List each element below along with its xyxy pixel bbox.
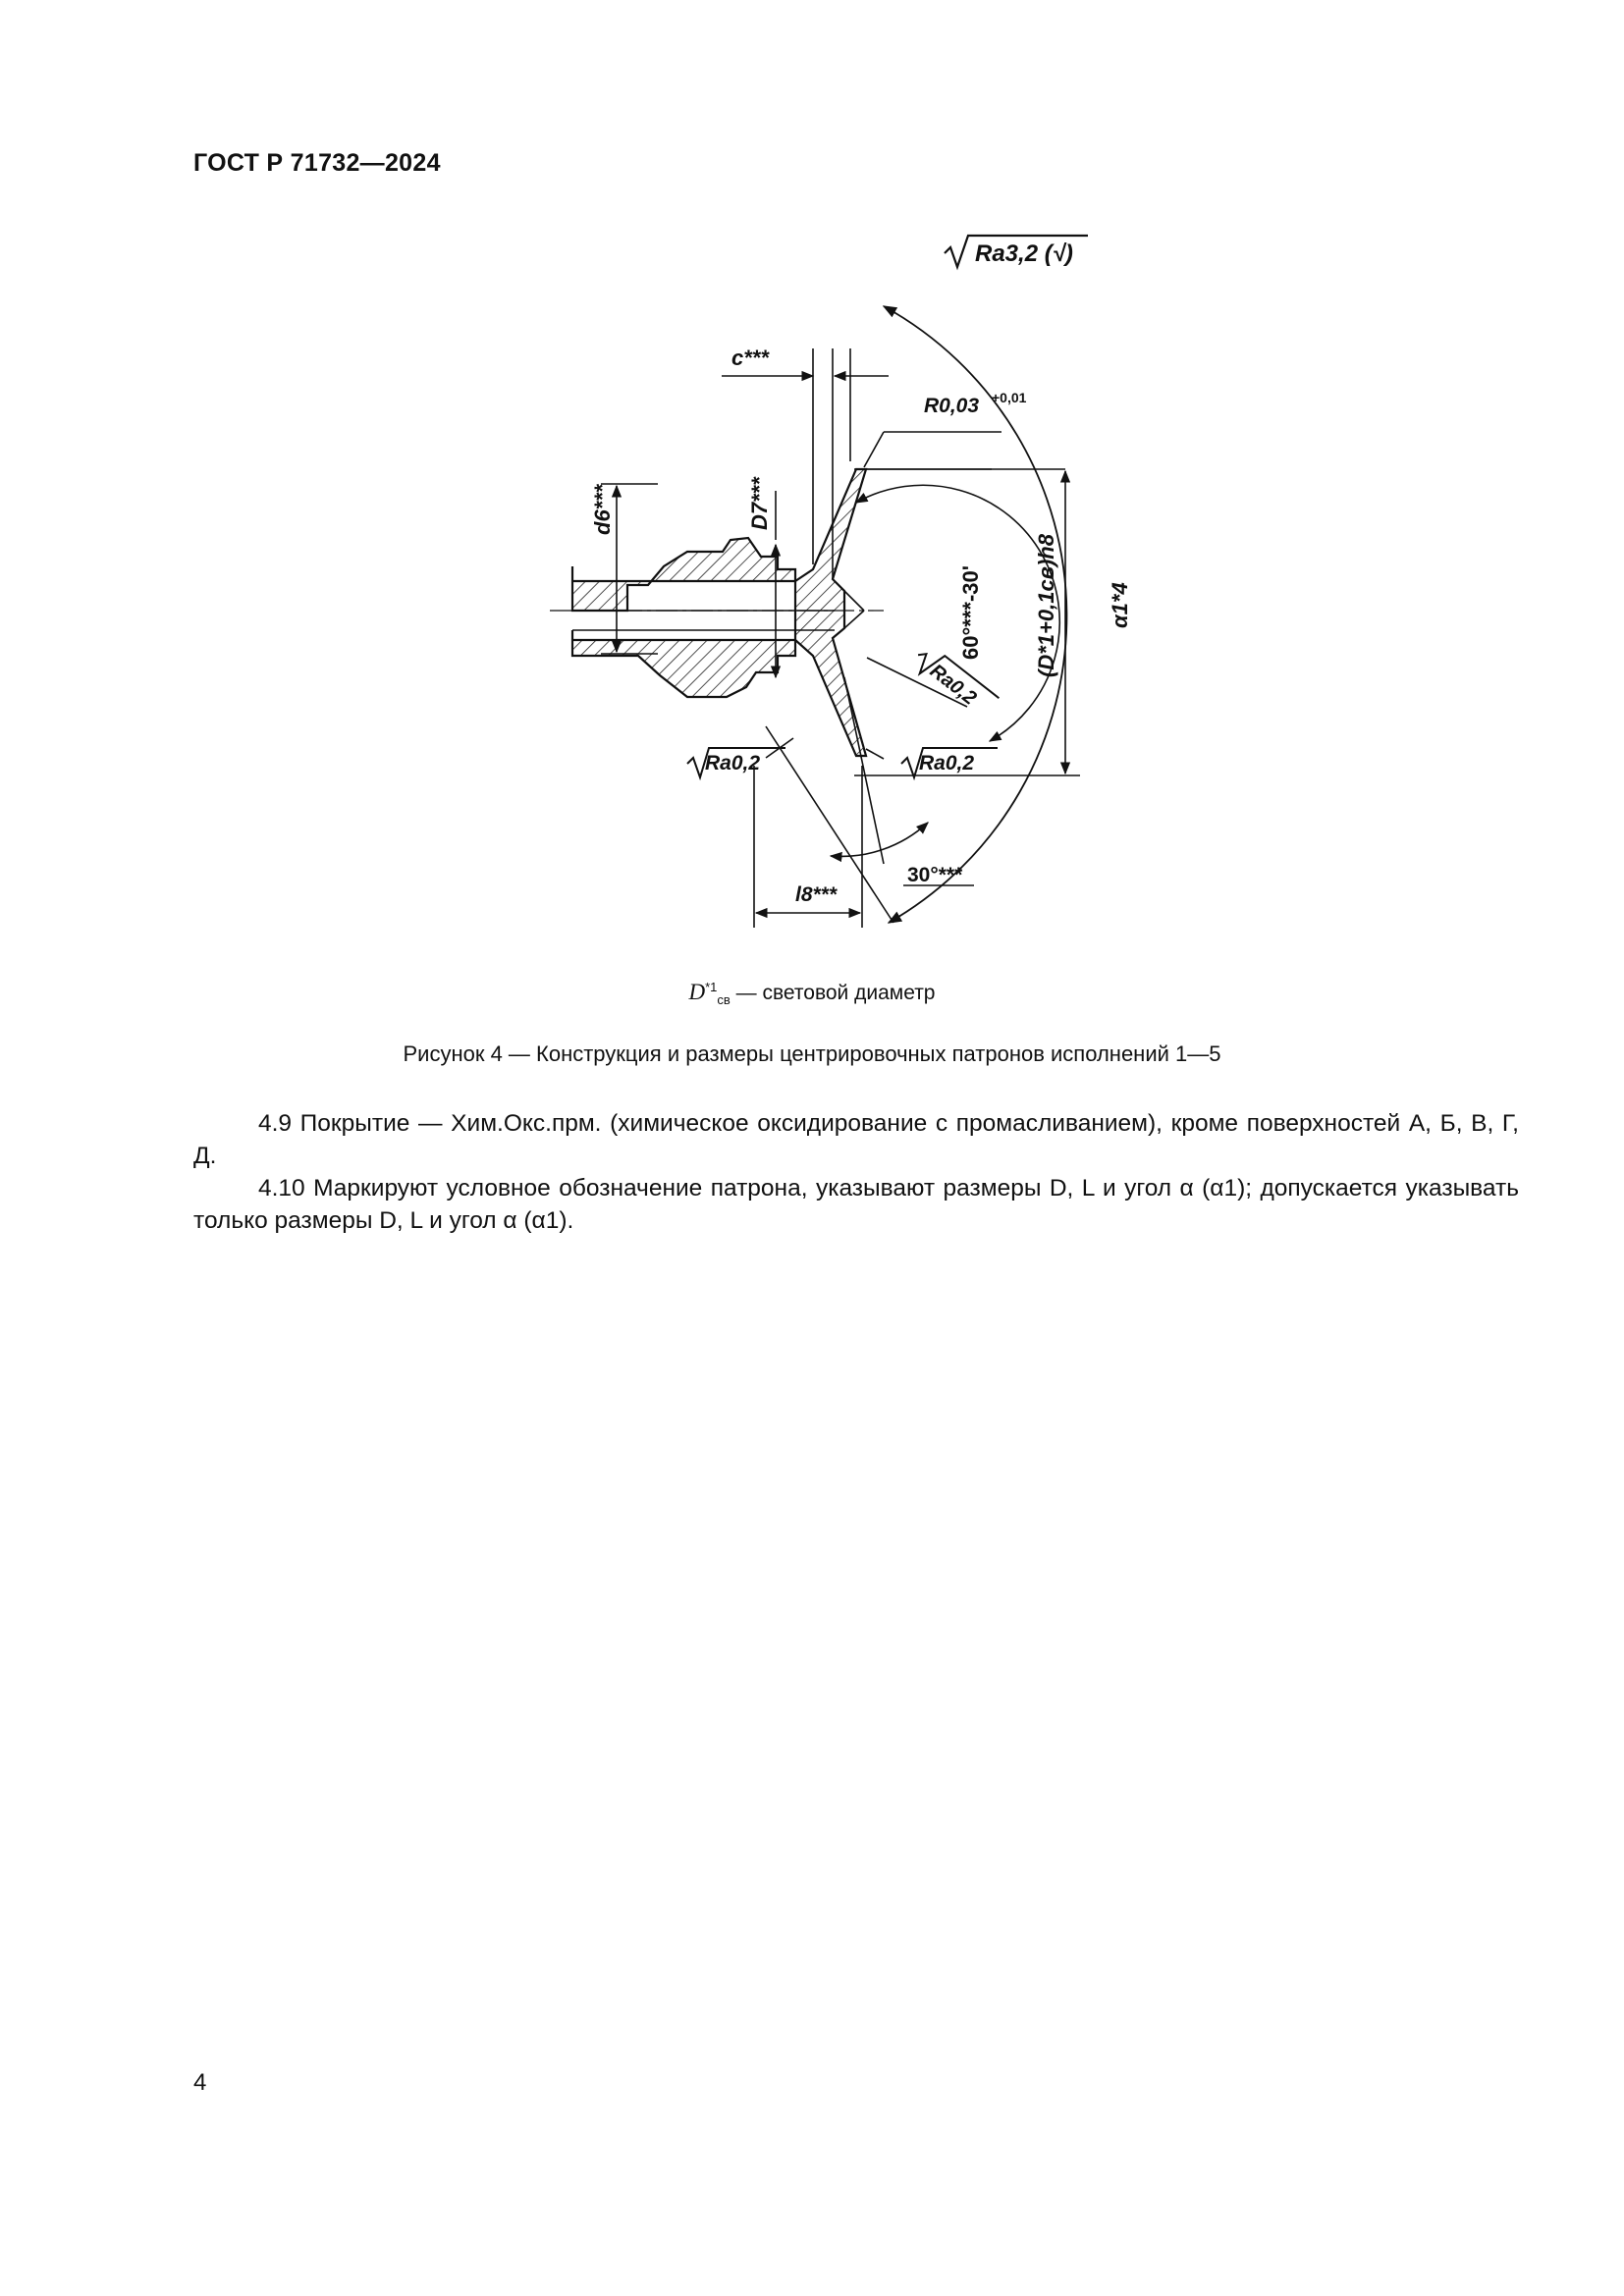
d6-label: d6*** — [590, 484, 615, 535]
alpha1-label: α1*4 — [1108, 582, 1132, 628]
legend-symbol: D — [688, 980, 706, 1004]
c-label: c*** — [731, 346, 769, 370]
radius-tolerance: +0,01 — [992, 390, 1027, 405]
legend-sup: *1 — [705, 980, 718, 994]
roughness-symbol-bottom-right — [901, 748, 998, 777]
paragraph-4-9: 4.9 Покрытие — Хим.Окс.прм. (химическое оксидирование с промасливанием), кроме поверхностей А, Б, В, Г, Д. — [193, 1110, 1519, 1169]
roughness-symbol-general — [945, 236, 1088, 267]
angle-30-label: 30°*** — [907, 864, 963, 886]
technical-drawing — [0, 0, 1624, 962]
ra02-label-right: Ra0,2 — [919, 752, 975, 774]
roughness-symbol-cone — [909, 643, 999, 721]
dcb-label: (D*1+0,1cв)h8 — [1034, 534, 1058, 677]
paragraph-4-10: 4.10 Маркируют условное обозначение патрона, указывают размеры D, L и угол α (α1); допускается указывать только размеры D, L и угол α (α1). — [193, 1175, 1519, 1234]
roughness-symbol-bottom-left — [687, 748, 785, 777]
angle-60-label: 60°***-30' — [958, 565, 983, 660]
radius-label: R0,03 — [924, 395, 980, 417]
ra02-label-cone: Ra0,2 — [925, 660, 981, 710]
figure-caption: Рисунок 4 — Конструкция и размеры центрировочных патронов исполнений 1—5 — [403, 1041, 1221, 1066]
legend-sub: св — [717, 992, 731, 1008]
dimension-lines — [601, 348, 1080, 928]
ra02-label-left: Ra0,2 — [705, 752, 761, 774]
roughness-label: Ra3,2 (√) — [975, 240, 1073, 267]
document-header: ГОСТ Р 71732—2024 — [193, 149, 441, 177]
d7-label: D7*** — [747, 477, 772, 530]
figure-legend — [0, 980, 1624, 1007]
body-text — [193, 1107, 1519, 1237]
l8-label: l8*** — [795, 883, 838, 906]
page-number: 4 — [193, 2069, 207, 2096]
legend-text: — световой диаметр — [730, 982, 936, 1004]
